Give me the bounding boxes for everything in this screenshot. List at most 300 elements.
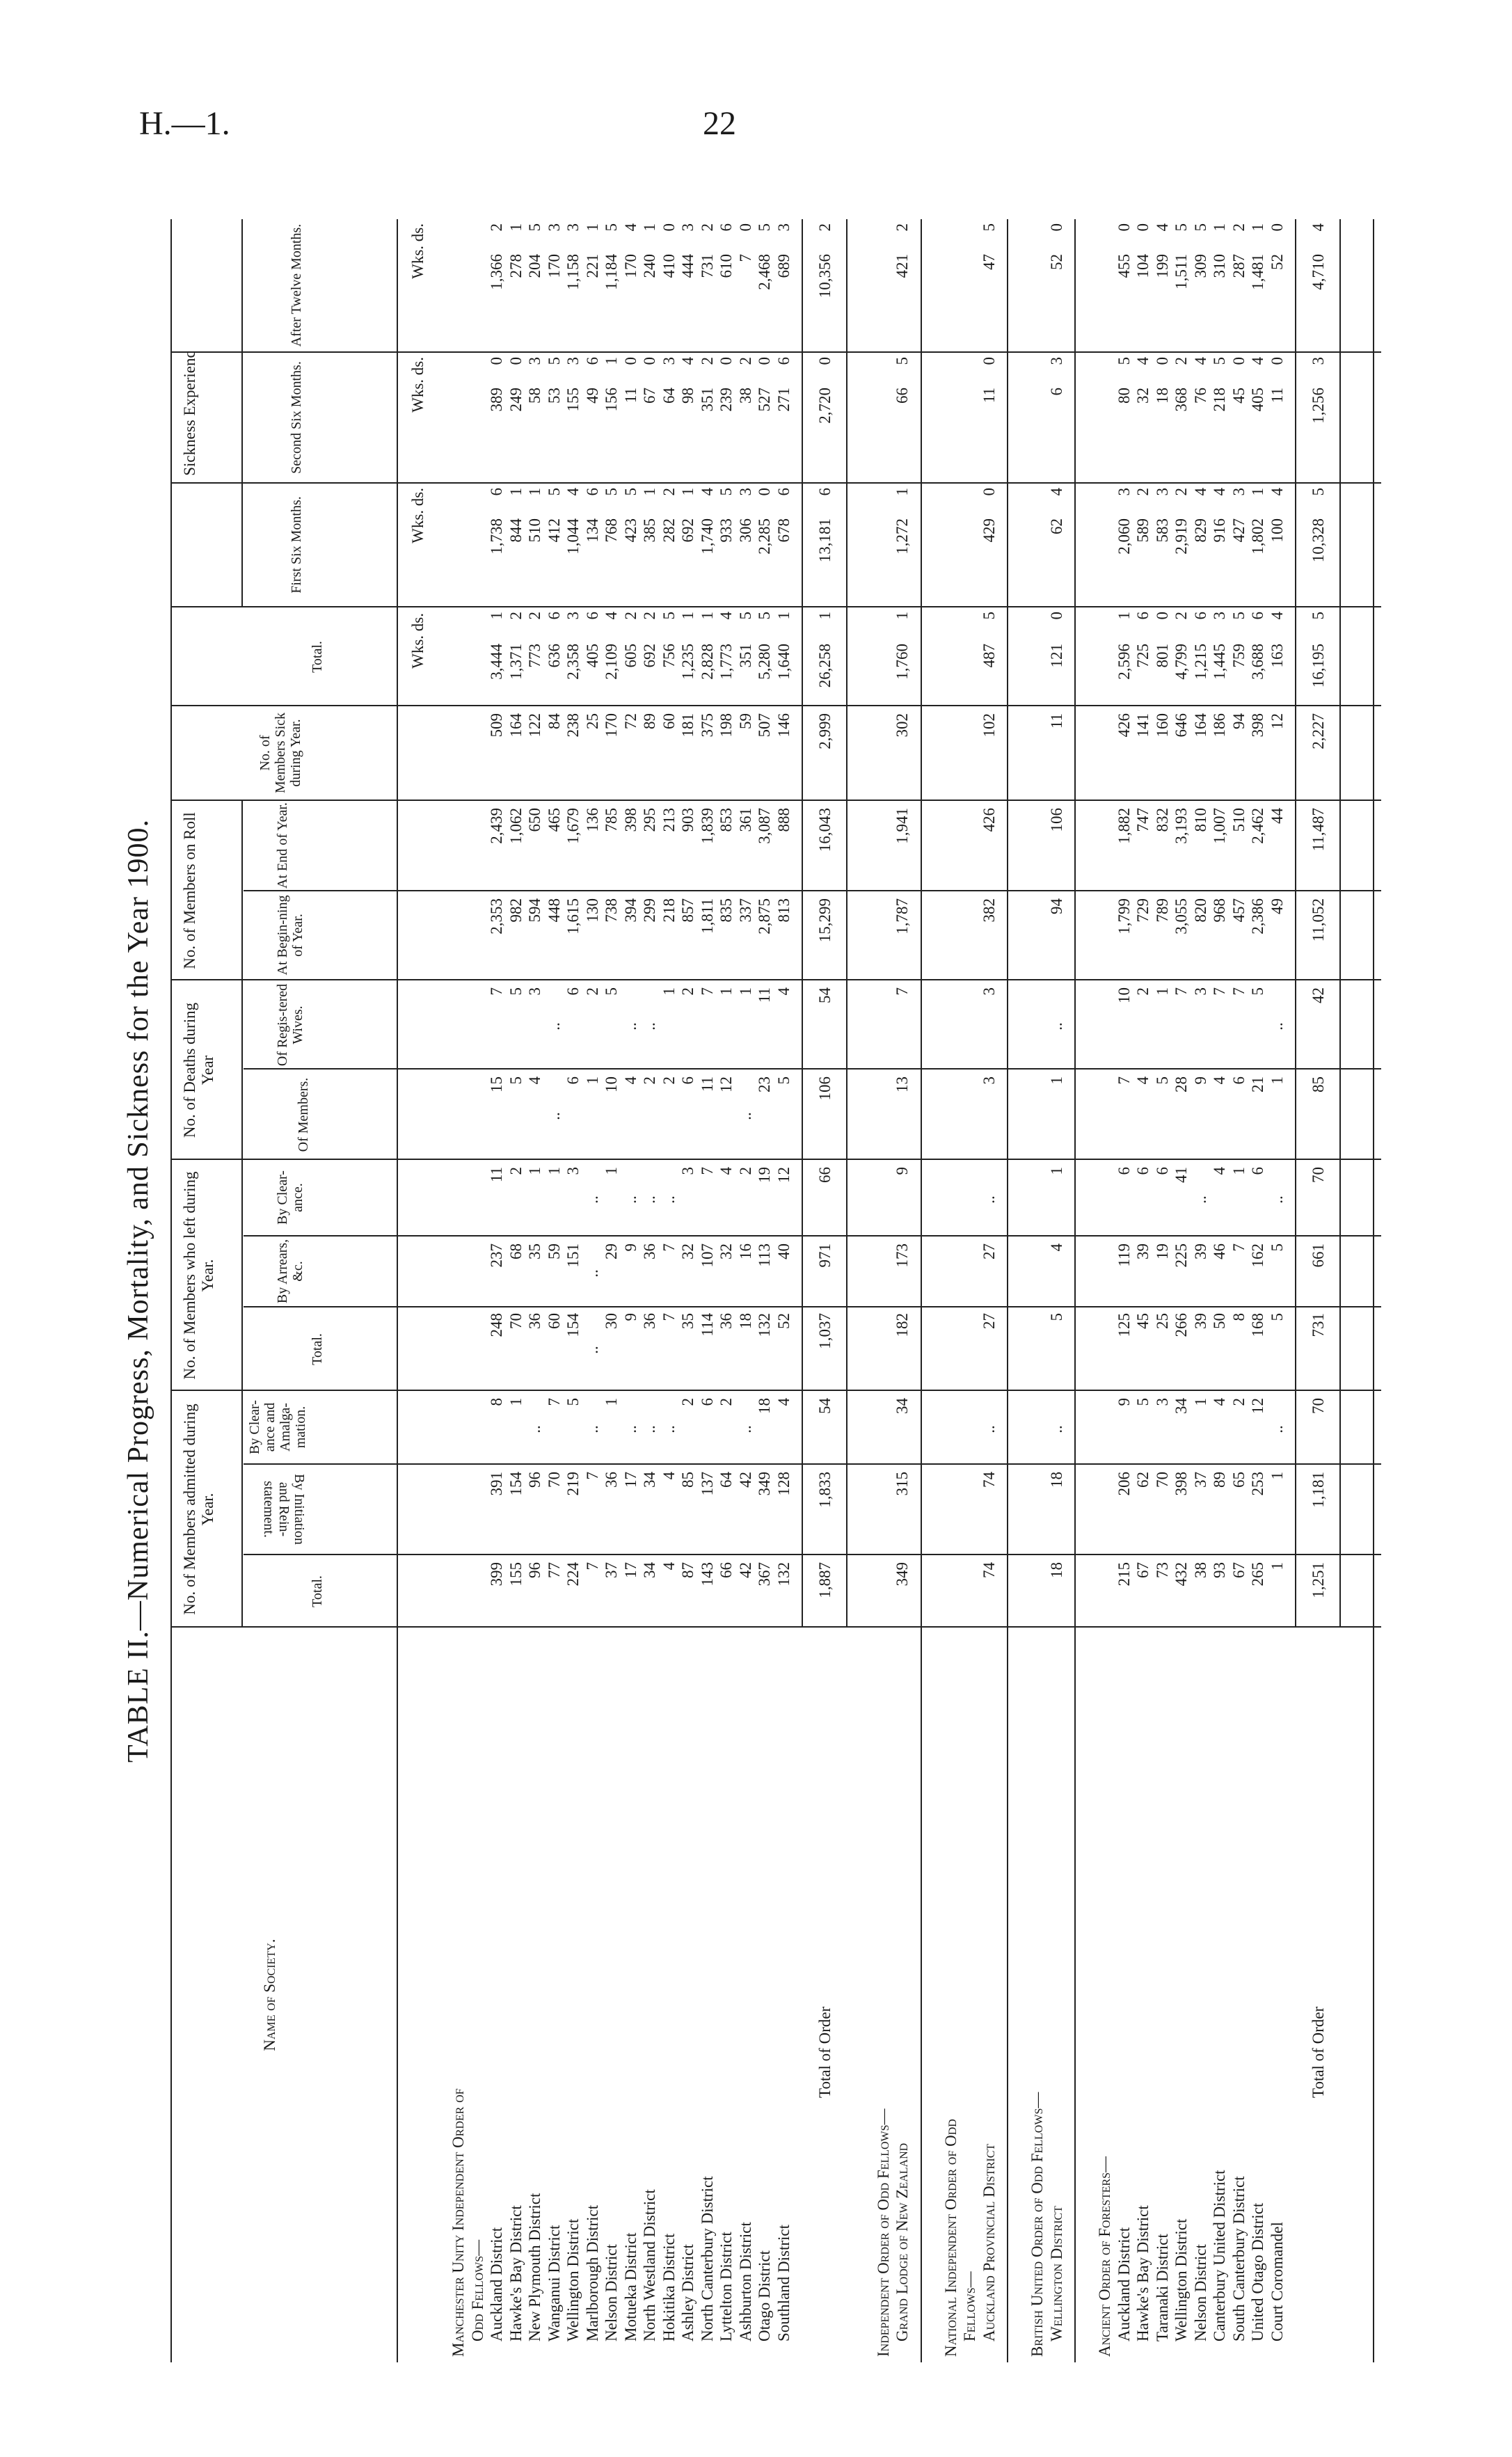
- table-cell: 594: [526, 898, 543, 923]
- table-cell: 6: [583, 488, 601, 496]
- table-cell: 215: [1115, 1562, 1133, 1587]
- table-cell: 4: [1134, 357, 1152, 365]
- table-cell: 11: [1047, 713, 1065, 729]
- hdr-admitted: No. of Members admitted during Year.: [181, 1404, 216, 1615]
- row-label: Nelson District: [603, 2244, 620, 2341]
- table-cell: 74: [980, 1562, 998, 1578]
- table-cell: 1: [774, 612, 793, 620]
- col-rule: [170, 482, 1381, 484]
- table-cell: 1,044: [564, 518, 582, 555]
- col-rule: [170, 1626, 1381, 1628]
- table-cell: 240: [641, 254, 658, 278]
- table-cell: 1,679: [564, 808, 582, 844]
- table-cell: 156: [603, 388, 620, 412]
- table-cell: 1,799: [1115, 898, 1133, 935]
- table-cell: 0: [736, 223, 754, 232]
- table-cell: 170: [545, 254, 563, 278]
- table-cell: 25: [1153, 1313, 1171, 1329]
- table-cell: 4: [621, 1076, 639, 1085]
- table-cell: 2: [507, 1167, 525, 1175]
- section-heading: Odd Fellows—: [468, 2239, 486, 2341]
- hdr-sickness: Sickness Experienc: [181, 351, 198, 476]
- table-cell: 1: [507, 488, 525, 496]
- table-cell: 5: [774, 1076, 793, 1085]
- table-cell: 756: [660, 644, 678, 668]
- row-label: North Westland District: [641, 2189, 658, 2341]
- table-cell: 2: [698, 357, 716, 365]
- hdr-deaths-members: Of Members.: [296, 1077, 311, 1152]
- table-cell: 3: [774, 223, 793, 232]
- table-cell: 0: [816, 357, 834, 365]
- table-cell: 509: [488, 713, 505, 738]
- table-cell: 6: [564, 1076, 582, 1085]
- table-cell: 93: [1211, 1562, 1228, 1578]
- table-cell: 11: [488, 1167, 505, 1183]
- table-cell: 789: [1153, 898, 1171, 923]
- table-cell: 5: [756, 223, 773, 232]
- table-cell: 19: [756, 1167, 773, 1183]
- table-cell: 7: [1230, 987, 1248, 996]
- table-cell: 0: [488, 357, 505, 365]
- table-cell: 1: [603, 357, 620, 365]
- table-cell: 1: [816, 612, 834, 620]
- table-cell: 1: [1115, 612, 1133, 620]
- table-cell: 106: [816, 1076, 834, 1101]
- table-cell: 4: [603, 612, 620, 620]
- table-cell: 27: [980, 1243, 998, 1259]
- table-cell: 731: [698, 254, 716, 278]
- table-cell: 820: [1191, 898, 1209, 923]
- table-cell: 6: [774, 488, 793, 496]
- table-cell: 1,184: [603, 254, 620, 290]
- table-cell: 6: [1230, 1076, 1248, 1085]
- table-cell: 1: [1047, 1076, 1065, 1085]
- table-cell: 160: [1153, 713, 1171, 738]
- table-cell: 0: [756, 357, 773, 365]
- table-cell: 36: [641, 1243, 658, 1259]
- table-cell: 5: [980, 612, 998, 620]
- table-cell: 7: [893, 987, 911, 996]
- table-cell: 1,037: [816, 1313, 834, 1349]
- table-cell: 2: [507, 612, 525, 620]
- table-cell: 4: [1268, 488, 1286, 496]
- table-cell: 444: [679, 254, 697, 278]
- table-cell: 5: [603, 223, 620, 232]
- table-cell: 605: [621, 644, 639, 668]
- table-cell: 40: [774, 1243, 793, 1259]
- table-cell: 7: [660, 1313, 678, 1321]
- table-cell: 4: [1191, 488, 1209, 496]
- hdr-left-arrears: By Arrears, &c.: [275, 1239, 305, 1304]
- table-cell: 5: [1134, 1398, 1152, 1406]
- table-cell: 678: [774, 518, 793, 543]
- table-cell: 94: [1047, 898, 1065, 914]
- table-cell: 1: [583, 1076, 601, 1085]
- table-cell: 1,272: [893, 518, 911, 555]
- table-cell: 1,158: [564, 254, 582, 290]
- table-cell: 1: [1249, 488, 1266, 496]
- table-cell: 6: [545, 612, 563, 620]
- table-cell: 36: [526, 1313, 543, 1329]
- table-cell: 66: [893, 388, 911, 404]
- table-cell: 7: [736, 254, 754, 262]
- table-cell: 3: [1153, 1398, 1171, 1406]
- table-cell: 5: [1268, 1243, 1286, 1252]
- table-cell: 853: [717, 808, 735, 832]
- row-label: Auckland District: [488, 2227, 505, 2341]
- section-heading: Independent Order of Odd Fellows—: [874, 2108, 892, 2357]
- table-cell: 26,258: [816, 644, 834, 688]
- table-cell: 1,760: [893, 644, 911, 680]
- table-cell: 5: [545, 488, 563, 496]
- table-cell: 34: [893, 1398, 911, 1414]
- table-cell: 785: [603, 808, 620, 832]
- table-cell: 173: [893, 1243, 911, 1268]
- table-cell: 5: [507, 987, 525, 996]
- hdr-society: Name of Society.: [261, 1939, 278, 2051]
- table-cell: 7: [545, 1398, 563, 1406]
- table-cell: 1: [507, 223, 525, 232]
- table-cell: 810: [1191, 808, 1209, 832]
- table-cell: 455: [1115, 254, 1133, 278]
- table-cell: 4: [1047, 488, 1065, 496]
- table-cell: 747: [1134, 808, 1152, 832]
- table-cell: 16,043: [816, 808, 834, 852]
- page-number: 22: [703, 105, 736, 142]
- table-cell: 72: [621, 713, 639, 729]
- table-cell: 4: [660, 1562, 678, 1571]
- section-heading: Wellington District: [1047, 2206, 1065, 2341]
- table-top-rule: [170, 219, 172, 2362]
- col-rule: [170, 351, 1381, 353]
- table-cell: 315: [893, 1472, 911, 1496]
- table-cell: 692: [641, 644, 658, 668]
- col-rule-minor: [244, 1306, 1381, 1307]
- table-cell: 4,799: [1172, 644, 1190, 680]
- table-cell: 650: [526, 808, 543, 832]
- table-cell: 10,328: [1310, 518, 1327, 563]
- table-cell: ..: [583, 1269, 601, 1278]
- table-cell: ..: [641, 1425, 658, 1433]
- unit-label: Wks. ds.: [409, 613, 427, 669]
- table-cell: 89: [641, 713, 658, 729]
- table-cell: 0: [1268, 357, 1286, 365]
- table-cell: 1: [526, 488, 543, 496]
- table-cell: 29: [603, 1243, 620, 1259]
- table-cell: 1: [603, 1398, 620, 1406]
- table-cell: 310: [1211, 254, 1228, 278]
- section-heading: British United Order of Odd Fellows—: [1028, 2092, 1046, 2357]
- table-cell: 106: [1047, 808, 1065, 832]
- table-cell: 3,444: [488, 644, 505, 680]
- table-cell: 11: [756, 987, 773, 1003]
- table-cell: 248: [488, 1313, 505, 1337]
- table-cell: 11: [1268, 388, 1286, 404]
- table-cell: 2: [1230, 1398, 1248, 1406]
- table-cell: 11,052: [1310, 898, 1327, 942]
- table-cell: 128: [774, 1472, 793, 1496]
- table-cell: 391: [488, 1472, 505, 1496]
- table-cell: 5: [1310, 612, 1327, 620]
- table-cell: 53: [545, 388, 563, 404]
- table-cell: 238: [564, 713, 582, 738]
- table-cell: 4: [774, 1398, 793, 1406]
- table-cell: 933: [717, 518, 735, 543]
- table-cell: 432: [1172, 1562, 1190, 1587]
- table-cell: 70: [507, 1313, 525, 1329]
- table-cell: 37: [1191, 1472, 1209, 1488]
- table-cell: 76: [1191, 388, 1209, 404]
- table-cell: ..: [980, 1195, 998, 1204]
- table-cell: 266: [1172, 1313, 1190, 1337]
- table-cell: 68: [507, 1243, 525, 1259]
- col-rule-minor: [244, 1235, 1381, 1237]
- table-cell: 0: [1230, 357, 1248, 365]
- table-cell: 7: [660, 1243, 678, 1252]
- table-cell: 52: [1268, 254, 1286, 270]
- row-label: Taranaki District: [1153, 2234, 1171, 2341]
- table-cell: 282: [660, 518, 678, 543]
- table-cell: 0: [980, 357, 998, 365]
- table-cell: 28: [1172, 1076, 1190, 1092]
- row-label: Canterbury United District: [1211, 2170, 1228, 2341]
- rotated-table: [122, 219, 1374, 2362]
- table-cell: 5: [621, 488, 639, 496]
- table-cell: 1,839: [698, 808, 716, 844]
- row-rule: [802, 219, 803, 1628]
- table-cell: ..: [621, 1425, 639, 1433]
- table-cell: 410: [660, 254, 678, 278]
- table-cell: 136: [583, 808, 601, 832]
- table-cell: 9: [1115, 1398, 1133, 1406]
- table-cell: 60: [660, 713, 678, 729]
- table-cell: ..: [641, 1022, 658, 1031]
- table-cell: 405: [583, 644, 601, 668]
- table-cell: 4: [660, 1472, 678, 1480]
- table-cell: 1: [1268, 1076, 1286, 1085]
- table-cell: ..: [1047, 1022, 1065, 1031]
- table-cell: 487: [980, 644, 998, 668]
- table-cell: 412: [545, 518, 563, 543]
- table-cell: 45: [1230, 388, 1248, 404]
- table-cell: 8: [488, 1398, 505, 1406]
- table-cell: 7: [1115, 1076, 1133, 1085]
- table-cell: 35: [526, 1243, 543, 1259]
- table-cell: 37: [603, 1562, 620, 1578]
- table-cell: 1,787: [893, 898, 911, 935]
- table-cell: 398: [1249, 713, 1266, 738]
- table-cell: 351: [736, 644, 754, 668]
- table-cell: 731: [1310, 1313, 1327, 1337]
- table-cell: 2,999: [816, 713, 834, 749]
- table-cell: 2,353: [488, 898, 505, 935]
- table-cell: 11: [698, 1076, 716, 1092]
- table-cell: 5: [893, 357, 911, 365]
- table-cell: ..: [660, 1425, 678, 1433]
- table-cell: 181: [679, 713, 697, 738]
- table-cell: 94: [1230, 713, 1248, 729]
- table-cell: 66: [816, 1167, 834, 1183]
- table-cell: 16: [736, 1243, 754, 1259]
- row-label: United Otago District: [1249, 2202, 1266, 2341]
- table-cell: 368: [1172, 388, 1190, 412]
- table-cell: 6: [1134, 612, 1152, 620]
- table-cell: 382: [980, 898, 998, 923]
- table-cell: 12: [1268, 713, 1286, 729]
- table-cell: 77: [545, 1562, 563, 1578]
- table-cell: 2,462: [1249, 808, 1266, 844]
- section-heading: Fellows—: [961, 2271, 978, 2341]
- col-rule: [170, 800, 1381, 801]
- table-cell: 114: [698, 1313, 716, 1337]
- table-cell: 5: [660, 612, 678, 620]
- table-cell: 130: [583, 898, 601, 923]
- table-cell: 30: [603, 1313, 620, 1329]
- hdr-sick-total: Total.: [310, 641, 325, 673]
- hdr-roll: No. of Members on Roll: [181, 812, 198, 969]
- table-cell: 18: [1047, 1472, 1065, 1488]
- table-cell: 2: [660, 488, 678, 496]
- table-cell: 52: [1047, 254, 1065, 270]
- table-cell: 25: [583, 713, 601, 729]
- table-cell: 1: [660, 987, 678, 996]
- table-cell: ..: [545, 1112, 563, 1120]
- table-cell: 59: [545, 1243, 563, 1259]
- table-cell: 67: [1134, 1562, 1152, 1578]
- table-cell: 4: [564, 488, 582, 496]
- table-cell: 134: [583, 518, 601, 543]
- section-heading: Auckland Provincial District: [980, 2143, 998, 2341]
- table-cell: 1: [488, 612, 505, 620]
- table-cell: 2: [1230, 223, 1248, 232]
- table-cell: 4: [698, 488, 716, 496]
- table-cell: 1: [1230, 1167, 1248, 1175]
- table-cell: 2,468: [756, 254, 773, 290]
- table-cell: 0: [1153, 612, 1171, 620]
- table-cell: 2,227: [1310, 713, 1327, 749]
- table-cell: 42: [1310, 987, 1327, 1003]
- table-cell: 844: [507, 518, 525, 543]
- table-cell: 1,366: [488, 254, 505, 290]
- table-cell: 6: [583, 357, 601, 365]
- table-cell: 11: [621, 388, 639, 404]
- table-cell: 164: [1191, 713, 1209, 738]
- table-cell: 96: [526, 1562, 543, 1578]
- table-cell: 4: [526, 1076, 543, 1085]
- table-cell: 60: [545, 1313, 563, 1329]
- table-cell: 429: [980, 518, 998, 543]
- table-cell: 306: [736, 518, 754, 543]
- hdr-admitted-clear: By Clear-ance and Amalga-mation.: [247, 1400, 308, 1454]
- table-cell: ..: [980, 1425, 998, 1433]
- table-cell: 1,811: [698, 898, 716, 934]
- table-cell: 2,285: [756, 518, 773, 555]
- table-cell: 58: [526, 388, 543, 404]
- row-label: Southland District: [774, 2224, 793, 2341]
- table-cell: 2: [679, 987, 697, 996]
- table-cell: 1: [1047, 1167, 1065, 1175]
- table-cell: 1,062: [507, 808, 525, 844]
- table-cell: 6: [774, 357, 793, 365]
- table-cell: 198: [717, 713, 735, 738]
- table-cell: ..: [621, 1195, 639, 1204]
- hdr-left: No. of Members who left during Year.: [181, 1171, 216, 1380]
- table-cell: 17: [621, 1562, 639, 1578]
- table-cell: 151: [564, 1243, 582, 1268]
- table-cell: 96: [526, 1472, 543, 1488]
- table-cell: 5: [1115, 357, 1133, 365]
- table-cell: 6: [679, 1076, 697, 1085]
- table-cell: 1: [1191, 1398, 1209, 1406]
- table-cell: 154: [507, 1472, 525, 1496]
- table-cell: 6: [488, 488, 505, 496]
- table-cell: 4: [1211, 1398, 1228, 1406]
- row-label: Wanganui District: [545, 2225, 563, 2341]
- table-cell: 689: [774, 254, 793, 278]
- table-cell: 4: [1134, 1076, 1152, 1085]
- table-cell: 7: [1172, 987, 1190, 996]
- table-cell: 18: [1047, 1562, 1065, 1578]
- table-cell: 1: [679, 488, 697, 496]
- table-cell: 5: [1172, 223, 1190, 232]
- table-cell: 3: [660, 357, 678, 365]
- table-cell: 4: [1047, 1243, 1065, 1252]
- table-cell: 1: [545, 1167, 563, 1175]
- section-heading: Ancient Order of Foresters—: [1096, 2156, 1113, 2357]
- table-cell: 465: [545, 808, 563, 832]
- unit-label: Wks. ds.: [409, 488, 427, 543]
- table-cell: 510: [1230, 808, 1248, 832]
- table-cell: 1: [641, 488, 658, 496]
- table-cell: 34: [641, 1562, 658, 1578]
- hdr-deaths: No. of Deaths during Year: [181, 1002, 216, 1138]
- table-cell: 67: [641, 388, 658, 404]
- table-cell: 801: [1153, 644, 1171, 668]
- table-cell: 6: [698, 1398, 716, 1406]
- table-cell: ..: [583, 1195, 601, 1204]
- table-cell: 62: [1047, 518, 1065, 534]
- table-cell: 73: [1153, 1562, 1171, 1578]
- table-cell: 6: [1153, 1167, 1171, 1175]
- table-cell: 2: [621, 612, 639, 620]
- table-cell: 1,007: [1211, 808, 1228, 844]
- table-cell: 39: [1191, 1313, 1209, 1329]
- table-cell: 9: [1191, 1076, 1209, 1085]
- table-cell: 11: [980, 388, 998, 404]
- table-cell: 729: [1134, 898, 1152, 923]
- table-cell: 221: [583, 254, 601, 278]
- table-cell: 87: [679, 1562, 697, 1578]
- table-cell: 1,738: [488, 518, 505, 555]
- table-cell: 510: [526, 518, 543, 543]
- hdr-sick-second: Second Six Months.: [289, 361, 304, 474]
- table-cell: 9: [621, 1243, 639, 1252]
- table-cell: ..: [583, 1425, 601, 1433]
- table-cell: 2: [893, 223, 911, 232]
- table-cell: 10: [603, 1076, 620, 1092]
- table-cell: 1: [507, 1398, 525, 1406]
- table-cell: 47: [980, 254, 998, 270]
- table-cell: 1: [583, 223, 601, 232]
- table-cell: 4: [717, 612, 735, 620]
- hdr-deaths-wives: Of Regis-tered Wives.: [275, 983, 305, 1067]
- table-cell: 36: [717, 1313, 735, 1329]
- table-cell: 3: [526, 987, 543, 996]
- table-cell: 224: [564, 1562, 582, 1587]
- table-cell: ..: [583, 1346, 601, 1354]
- table-cell: ..: [1268, 1195, 1286, 1204]
- table-cell: 2: [1172, 612, 1190, 620]
